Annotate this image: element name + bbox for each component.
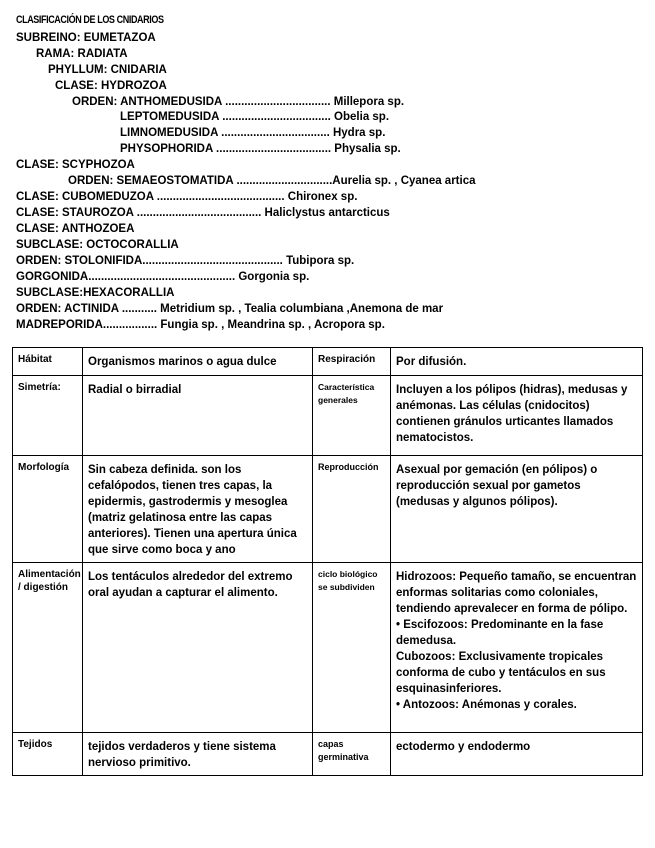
- cell-text: Incluyen a los pólipos (hidras), medusas y anémonas. Las células (cnidocitos) contienen gránulos urticantes llamados nematocistos.: [396, 384, 628, 444]
- table-row: [13, 376, 643, 456]
- taxonomy-line: CLASE: SCYPHOZOA: [16, 159, 135, 171]
- cell-text: tejidos verdaderos y tiene sistema nervioso primitivo.: [88, 741, 276, 769]
- taxonomy-line: PHYLLUM: CNIDARIA: [48, 64, 167, 76]
- taxonomy-line: MADREPORIDA................. Fungia sp. , Meandrina sp. , Acropora sp.: [16, 319, 385, 331]
- taxonomy-line: LEPTOMEDUSIDA .................................. Obelia sp.: [120, 111, 390, 123]
- row-label: Hábitat: [13, 348, 83, 376]
- page-title: CLASIFICACIÓN DE LOS CNIDARIOS: [16, 14, 164, 26]
- row-label: Característica generales: [313, 376, 391, 456]
- cell-text: ectodermo y endodermo: [396, 741, 531, 753]
- row-label: ciclo biológico se subdividen: [313, 563, 391, 733]
- taxonomy-line: GORGONIDA.............................................. Gorgonia sp.: [16, 271, 310, 283]
- taxonomy-line: LIMNOMEDUSIDA .................................. Hydra sp.: [120, 127, 386, 139]
- taxonomy-line: CLASE: ANTHOZOEA: [16, 223, 135, 235]
- characteristics-table: [12, 347, 643, 776]
- row-label: Alimentación / digestión: [13, 563, 83, 733]
- row-value: [391, 563, 643, 733]
- row-value: [391, 733, 643, 776]
- table-row: [13, 563, 643, 733]
- row-value: [83, 733, 313, 776]
- cell-text: • Escifozoos: Predominante en la fase demedusa.: [396, 619, 604, 647]
- taxonomy-line: SUBCLASE:HEXACORALLIA: [16, 287, 175, 299]
- row-value: [83, 563, 313, 733]
- taxonomy-line: ORDEN: STOLONIFIDA............................................ Tubipora sp.: [16, 255, 355, 267]
- cell-text: Por difusión.: [396, 356, 467, 368]
- cell-text: Asexual por gemación (en pólipos) o reproducción sexual por gametos (medusas y algunos pólipos).: [396, 464, 598, 508]
- taxonomy-line: CLASE: CUBOMEDUZOA ........................................ Chironex sp.: [16, 191, 358, 203]
- cell-text: • Antozoos: Anémonas y corales.: [396, 699, 577, 711]
- row-label: Morfología: [13, 456, 83, 563]
- cell-text: Cubozoos: Exclusivamente tropicales conforma de cubo y tentáculos en sus esquinasinferiores.: [396, 651, 606, 695]
- taxonomy-line: PHYSOPHORIDA .................................... Physalia sp.: [120, 143, 401, 155]
- taxonomy-line: SUBREINO: EUMETAZOA: [16, 32, 156, 44]
- row-value: [391, 456, 643, 563]
- table-row: [13, 733, 643, 776]
- taxonomy-line: ORDEN: ACTINIDA ........... Metridium sp. , Tealia columbiana ,Anemona de mar: [16, 303, 444, 315]
- row-value: [83, 456, 313, 563]
- taxonomy-line: SUBCLASE: OCTOCORALLIA: [16, 239, 179, 251]
- taxonomy-line: CLASE: HYDROZOA: [55, 80, 167, 92]
- row-label: Tejidos: [13, 733, 83, 776]
- cell-text: Hidrozoos: Pequeño tamaño, se encuentran enformas solitarias como coloniales, tendiendo aprevalecer en forma de pólipo.: [396, 571, 637, 615]
- row-label: Respiración: [313, 348, 391, 376]
- row-value: [83, 376, 313, 456]
- row-label: Reproducción: [313, 456, 391, 563]
- row-value: [391, 348, 643, 376]
- cell-text: Radial o birradial: [88, 384, 182, 396]
- table-row: [13, 348, 643, 376]
- taxonomy-line: ORDEN: ANTHOMEDUSIDA ................................. Millepora sp.: [72, 96, 405, 108]
- row-label: Simetría:: [13, 376, 83, 456]
- row-value: [391, 376, 643, 456]
- cell-text: Organismos marinos o agua dulce: [88, 356, 277, 368]
- taxonomy-line: CLASE: STAUROZOA ....................................... Haliclystus antarcticus: [16, 207, 390, 219]
- table-row: [13, 456, 643, 563]
- taxonomy-line: ORDEN: SEMAEOSTOMATIDA ..............................Aurelia sp. , Cyanea artica: [68, 175, 476, 187]
- cell-text: Los tentáculos alrededor del extremo oral ayudan a capturar el alimento.: [88, 571, 293, 599]
- taxonomy-line: RAMA: RADIATA: [36, 48, 128, 60]
- row-label: capas germinativa: [313, 733, 391, 776]
- row-value: [83, 348, 313, 376]
- cell-text: Sin cabeza definida. son los cefalópodos, tienen tres capas, la epidermis, gastrodermis y mesoglea (matriz gelatinosa entre las capas anteriores). Tienen una apertura única que sirve como boca y ano: [88, 464, 297, 556]
